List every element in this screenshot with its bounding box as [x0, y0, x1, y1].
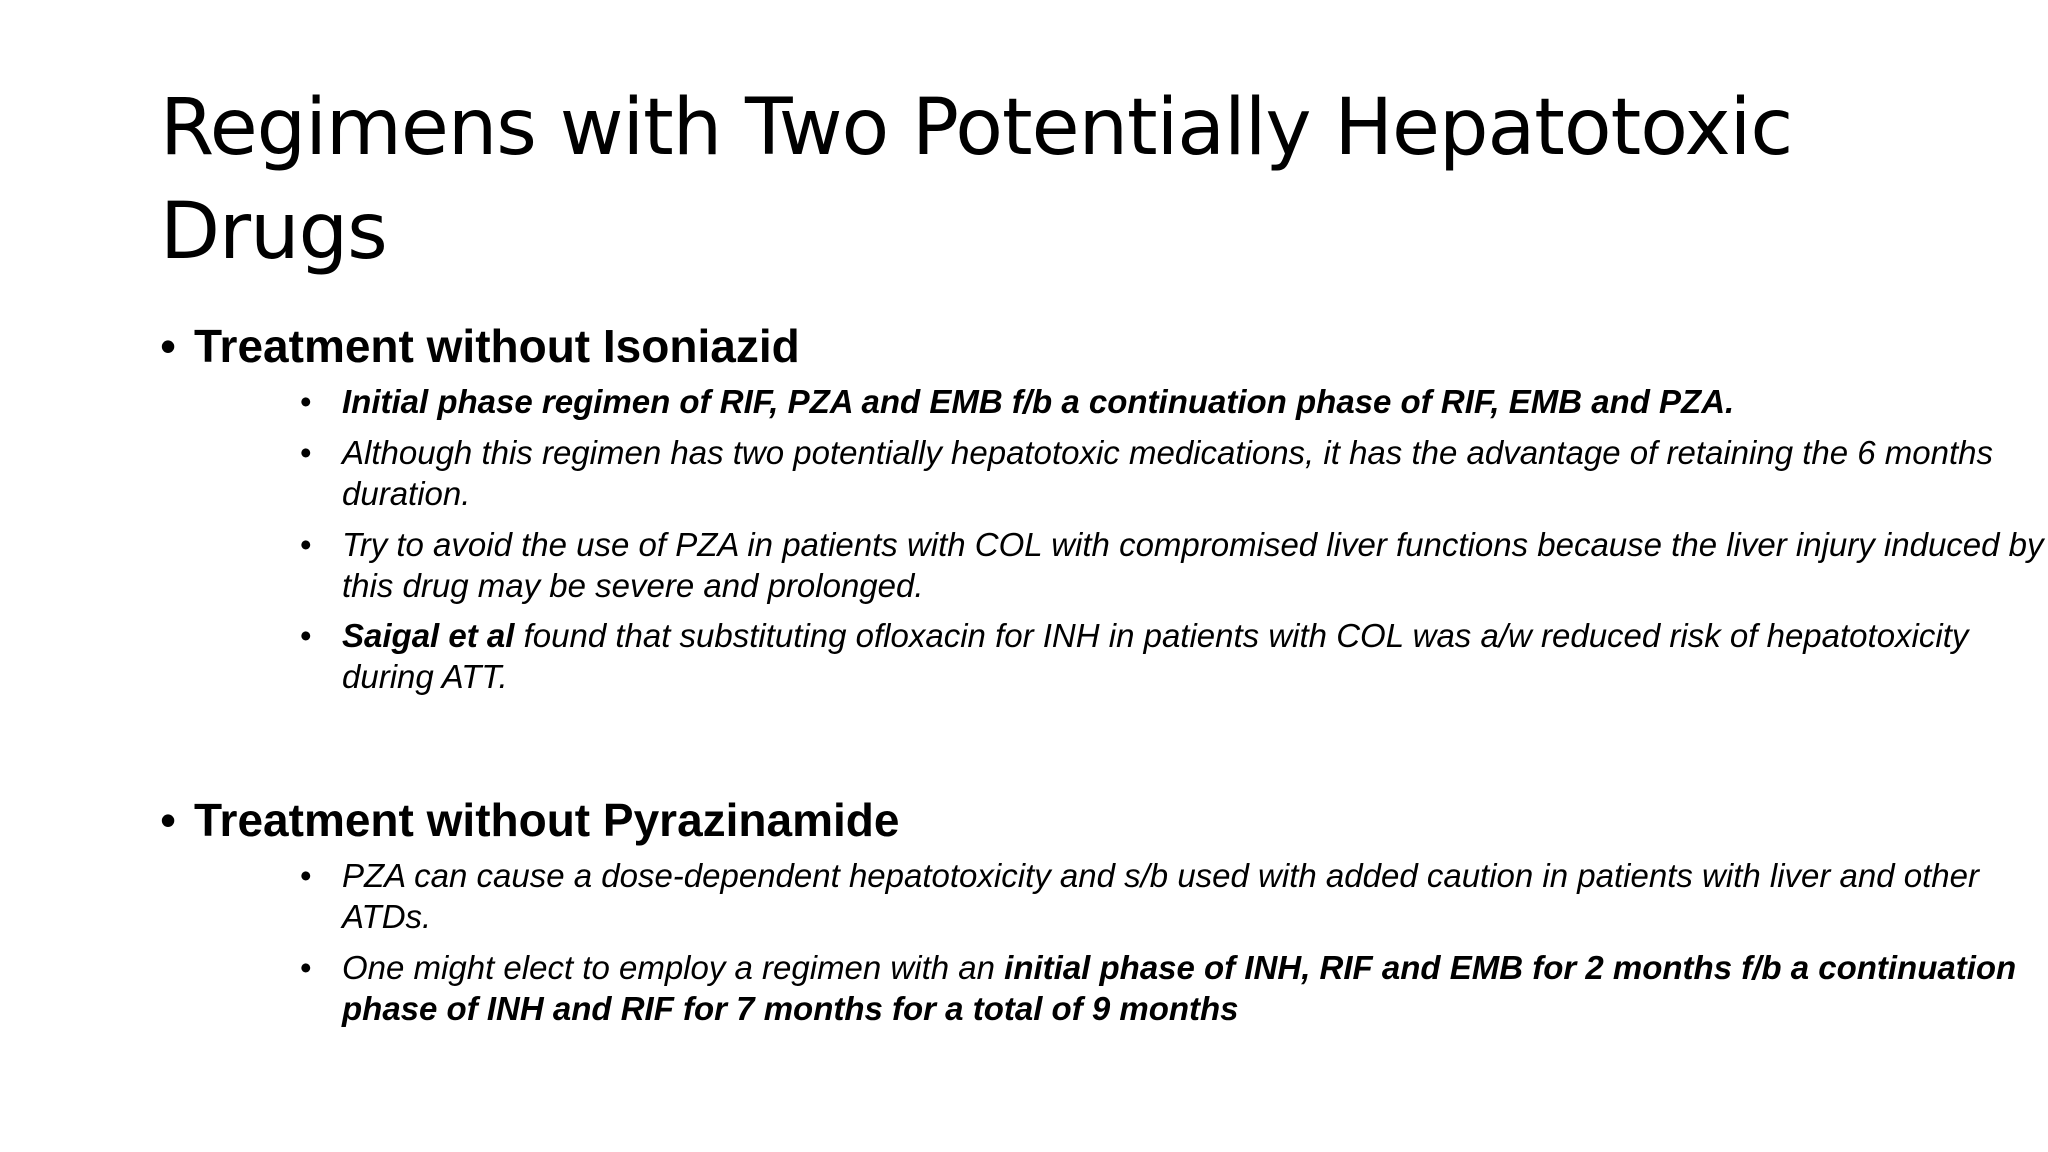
section-heading-pyrazinamide	[160, 792, 899, 848]
point-initial-phase	[300, 381, 2048, 422]
bullet-icon: •	[300, 617, 312, 654]
point-text: PZA can cause a dose-dependent hepatotoxicity and s/b used with added caution in patients with liver and other ATDs.	[342, 857, 1979, 935]
bullet-icon: •	[300, 857, 312, 894]
point-pza-caution	[300, 855, 2048, 937]
section-heading-isoniazid	[160, 318, 800, 374]
point-text	[342, 615, 2048, 697]
point-text: Although this regimen has two potentially hepatotoxic medications, it has the advantage of retaining the 6 months duration.	[342, 434, 1994, 512]
bullet-icon: •	[300, 383, 312, 420]
point-lead-author: Saigal et al	[342, 617, 515, 654]
section-heading-text: Treatment without Pyrazinamide	[194, 794, 900, 846]
bullet-icon: •	[160, 320, 177, 372]
point-emphasis: initial phase of INH, RIF and EMB for 2 months f/b a continuation phase of INH and RIF for 7 months for a total of 9 months	[342, 949, 2017, 1027]
point-nine-month-regimen	[300, 947, 2048, 1029]
point-saigal	[300, 615, 2048, 697]
point-text: Try to avoid the use of PZA in patients with COL with compromised liver functions because the liver injury induced by this drug may be severe and prolonged.	[342, 526, 2044, 604]
point-advantage	[300, 432, 2048, 514]
point-text	[342, 947, 2048, 1029]
bullet-icon: •	[300, 949, 312, 986]
point-avoid-pza	[300, 524, 2048, 606]
point-text-lead: One might elect to employ a regimen with an	[342, 949, 1005, 986]
slide-title: Regimens with Two Potentially Hepatotoxic Drugs	[160, 83, 1793, 277]
bullet-icon: •	[300, 526, 312, 563]
bullet-icon: •	[160, 794, 177, 846]
point-text-rest: found that substituting ofloxacin for INH in patients with COL was a/w reduced risk of hepatotoxicity during ATT.	[342, 617, 1969, 695]
point-text: Initial phase regimen of RIF, PZA and EMB f/b a continuation phase of RIF, EMB and PZA.	[342, 383, 1735, 420]
bullet-icon: •	[300, 434, 312, 471]
section-heading-text: Treatment without Isoniazid	[194, 320, 800, 372]
